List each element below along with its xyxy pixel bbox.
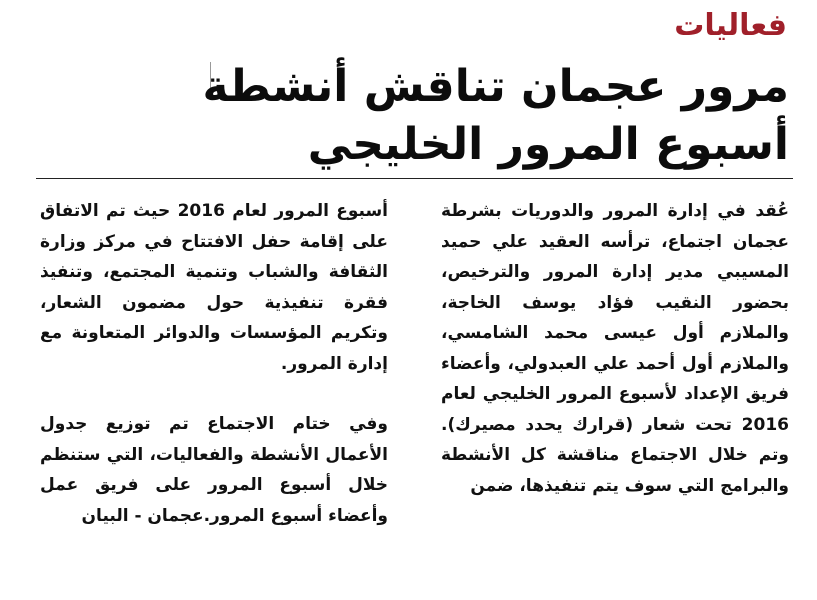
header-divider xyxy=(36,178,793,179)
section-label: فعاليات xyxy=(674,8,787,43)
article-column-left xyxy=(40,196,388,531)
article-paragraph: عُقد في إدارة المرور والدوريات بشرطة عجمان اجتماع، ترأسه العقيد علي حميد المسيبي مدير إدارة المرور والترخيص، بحضور النقيب فؤاد يوسف الخاجة، والملازم أول عيسى محمد الشامسي، والملازم أول أحمد علي العبدولي، وأعضاء فريق الإعداد لأسبوع المرور الخليجي لعام 2016 تحت شعار (قرارك يحدد مصيرك). وتم خلال الاجتماع مناقشة كل الأنشطة والبرامج التي سوف يتم تنفيذها، ضمن xyxy=(441,201,789,496)
article-column-right xyxy=(441,196,789,501)
article-paragraph: وفي ختام الاجتماع تم توزيع جدول الأعمال الأنشطة والفعاليات، التي ستنظم خلال أسبوع المرور على فريق عمل وأعضاء أسبوع المرور.عجمان - البيان xyxy=(40,414,388,526)
article-headline: مرور عجمان تناقش أنشطة أسبوع المرور الخليجي xyxy=(202,61,789,170)
article-paragraph: أسبوع المرور لعام 2016 حيث تم الاتفاق على إقامة حفل الافتتاح في مركز وزارة الثقافة والشباب وتنمية المجتمع، وتنفيذ فقرة تنفيذية حول مضمون الشعار، وتكريم المؤسسات والدوائر المتعاونة مع إدارة المرور. xyxy=(40,201,389,374)
